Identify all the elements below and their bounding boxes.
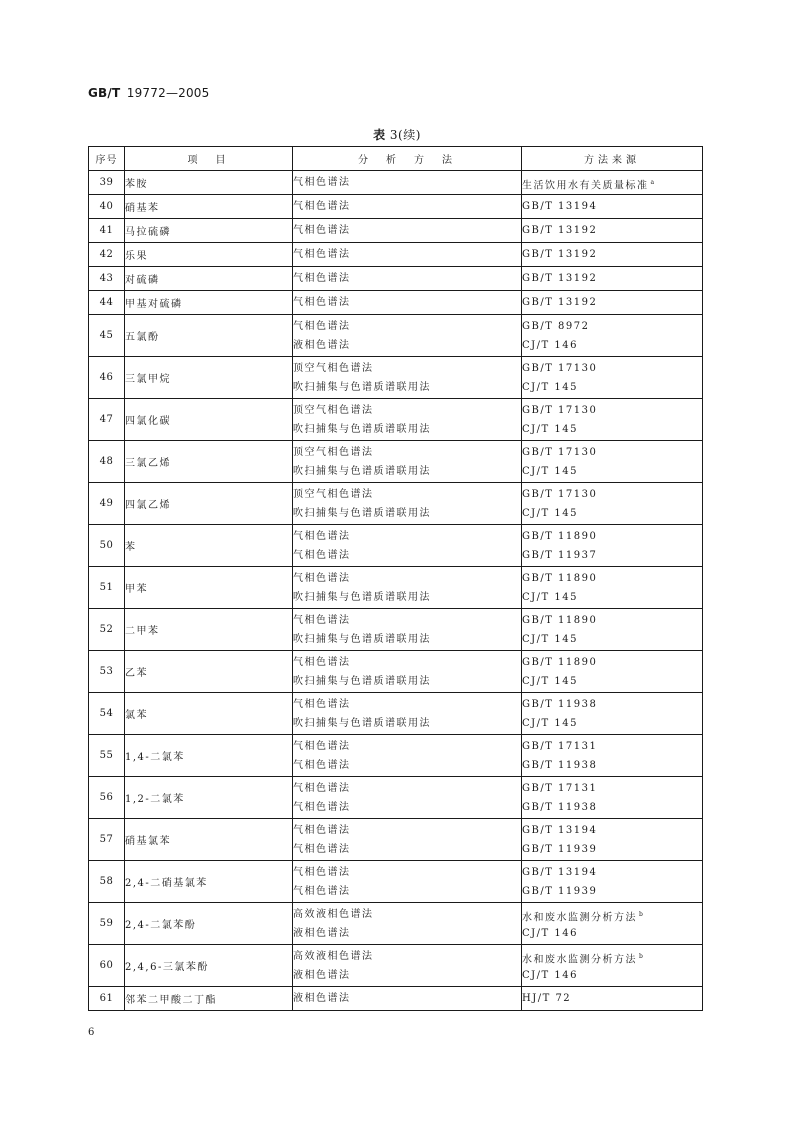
table-row [89, 777, 703, 819]
row-item: 乙苯 [125, 651, 293, 693]
source-line [522, 653, 702, 672]
row-method [293, 195, 522, 219]
method-line: 液相色谱法 [293, 969, 351, 981]
row-number: 45 [89, 315, 125, 357]
method-line: 气相色谱法 [293, 177, 351, 188]
source-line [522, 293, 702, 312]
source-line [522, 527, 702, 546]
source-text: CJ/T 145 [522, 675, 578, 687]
method-line: 气相色谱法 [293, 782, 351, 794]
source-text: GB/T 11938 [522, 698, 598, 710]
method-line: 液相色谱法 [293, 993, 351, 1004]
method-line: 气相色谱法 [293, 843, 351, 855]
source-line [522, 863, 702, 882]
source-text: GB/T 13192 [522, 249, 598, 260]
table-row [89, 171, 703, 195]
method-line: 气相色谱法 [293, 740, 351, 752]
source-text: GB/T 11939 [522, 885, 598, 897]
row-number: 50 [89, 525, 125, 567]
row-source [522, 819, 703, 861]
method-line: 气相色谱法 [293, 249, 351, 260]
source-line [522, 588, 702, 607]
method-line: 高效液相色谱法 [293, 908, 374, 920]
method-line: 高效液相色谱法 [293, 950, 374, 962]
method-line: 顶空气相色谱法 [293, 362, 374, 374]
method-line: 气相色谱法 [293, 614, 351, 626]
source-text: GB/T 8972 [522, 320, 590, 332]
row-source [522, 171, 703, 195]
source-line [522, 485, 702, 504]
method-line: 吹扫捕集与色谱质谱联用法 [293, 381, 431, 393]
source-line [522, 221, 702, 240]
source-line [522, 443, 702, 462]
standard-code: 19772—2005 [126, 86, 210, 100]
table-row [89, 945, 703, 987]
row-item: 二甲苯 [125, 609, 293, 651]
source-text: 生活饮用水有关质量标准 [522, 180, 649, 192]
source-text: GB/T 17130 [522, 446, 598, 458]
source-line [522, 966, 702, 985]
row-number: 55 [89, 735, 125, 777]
row-method [293, 945, 522, 987]
source-text: CJ/T 145 [522, 423, 578, 435]
source-text: GB/T 13192 [522, 297, 598, 308]
row-method [293, 903, 522, 945]
source-line [522, 611, 702, 630]
row-method [293, 609, 522, 651]
source-text: GB/T 17130 [522, 362, 598, 374]
row-method [293, 819, 522, 861]
source-text: CJ/T 146 [522, 927, 578, 939]
source-line [522, 882, 702, 901]
source-text: CJ/T 145 [522, 381, 578, 393]
table-row [89, 267, 703, 291]
row-method [293, 267, 522, 291]
row-number: 41 [89, 219, 125, 243]
caption-label: 表 [373, 128, 386, 142]
row-item: 硝基氯苯 [125, 819, 293, 861]
row-source [522, 861, 703, 903]
table-row [89, 735, 703, 777]
row-item: 对硫磷 [125, 267, 293, 291]
source-text: CJ/T 145 [522, 717, 578, 729]
row-number: 43 [89, 267, 125, 291]
row-method [293, 987, 522, 1011]
source-text: GB/T 17130 [522, 488, 598, 500]
row-source [522, 567, 703, 609]
method-line: 吹扫捕集与色谱质谱联用法 [293, 675, 431, 687]
row-item: 四氯乙烯 [125, 483, 293, 525]
source-text: GB/T 11937 [522, 549, 598, 561]
source-line [522, 462, 702, 481]
row-number: 44 [89, 291, 125, 315]
source-text: GB/T 11890 [522, 614, 598, 626]
document-header [88, 86, 209, 100]
source-line [522, 947, 702, 966]
source-line [522, 695, 702, 714]
method-line: 气相色谱法 [293, 201, 351, 212]
source-line [522, 924, 702, 943]
source-line [522, 798, 702, 817]
source-text: 水和废水监测分析方法 [522, 911, 637, 923]
table-row [89, 903, 703, 945]
row-method [293, 399, 522, 441]
source-text: HJ/T 72 [522, 993, 572, 1004]
source-line [522, 546, 702, 565]
table-row [89, 357, 703, 399]
row-method [293, 651, 522, 693]
source-text: CJ/T 145 [522, 507, 578, 519]
row-number: 46 [89, 357, 125, 399]
source-text: GB/T 11938 [522, 759, 598, 771]
row-source [522, 651, 703, 693]
source-text: CJ/T 146 [522, 339, 578, 351]
table-caption [0, 126, 794, 143]
row-number: 54 [89, 693, 125, 735]
row-method [293, 171, 522, 195]
row-source [522, 609, 703, 651]
row-method [293, 693, 522, 735]
table-row [89, 195, 703, 219]
row-item: 乐果 [125, 243, 293, 267]
row-source [522, 693, 703, 735]
row-source [522, 267, 703, 291]
row-item: 苯胺 [125, 171, 293, 195]
row-source [522, 987, 703, 1011]
column-header-method: 分 析 方 法 [293, 147, 522, 171]
source-line [522, 197, 702, 216]
row-number: 42 [89, 243, 125, 267]
methods-table [88, 146, 703, 1011]
source-line [522, 401, 702, 420]
table-body [89, 171, 703, 1011]
source-text: GB/T 17130 [522, 404, 598, 416]
table-row [89, 525, 703, 567]
table-row [89, 567, 703, 609]
method-line: 气相色谱法 [293, 885, 351, 897]
row-number: 48 [89, 441, 125, 483]
table-row [89, 651, 703, 693]
row-method [293, 291, 522, 315]
row-number: 60 [89, 945, 125, 987]
source-line [522, 714, 702, 733]
source-line [522, 420, 702, 439]
row-source [522, 357, 703, 399]
source-line [522, 336, 702, 355]
table-header-row [89, 147, 703, 171]
source-line [522, 245, 702, 264]
source-line [522, 905, 702, 924]
source-line [522, 173, 702, 192]
row-number: 52 [89, 609, 125, 651]
table-row [89, 483, 703, 525]
source-line [522, 630, 702, 649]
row-item: 马拉硫磷 [125, 219, 293, 243]
source-line [522, 672, 702, 691]
method-line: 顶空气相色谱法 [293, 404, 374, 416]
row-source [522, 399, 703, 441]
row-number: 39 [89, 171, 125, 195]
row-item: 2,4-二硝基氯苯 [125, 861, 293, 903]
row-number: 40 [89, 195, 125, 219]
source-text: GB/T 17131 [522, 782, 598, 794]
row-source [522, 945, 703, 987]
method-line: 液相色谱法 [293, 339, 351, 351]
source-line [522, 737, 702, 756]
caption-text: 3(续) [385, 128, 421, 142]
method-line: 气相色谱法 [293, 320, 351, 332]
method-line: 气相色谱法 [293, 656, 351, 668]
source-text: GB/T 13194 [522, 201, 598, 212]
row-source [522, 243, 703, 267]
source-text: GB/T 13194 [522, 866, 598, 878]
row-item: 甲基对硫磷 [125, 291, 293, 315]
method-line: 吹扫捕集与色谱质谱联用法 [293, 465, 431, 477]
method-line: 气相色谱法 [293, 801, 351, 813]
method-line: 吹扫捕集与色谱质谱联用法 [293, 423, 431, 435]
row-item: 2,4-二氯苯酚 [125, 903, 293, 945]
row-source [522, 735, 703, 777]
source-text: GB/T 11890 [522, 530, 598, 542]
row-item: 三氯甲烷 [125, 357, 293, 399]
row-method [293, 735, 522, 777]
row-number: 61 [89, 987, 125, 1011]
source-text: GB/T 13192 [522, 273, 598, 284]
row-item: 硝基苯 [125, 195, 293, 219]
source-line [522, 378, 702, 397]
source-line [522, 317, 702, 336]
row-source [522, 291, 703, 315]
row-item: 五氯酚 [125, 315, 293, 357]
source-line [522, 779, 702, 798]
source-line [522, 989, 702, 1008]
source-text: 水和废水监测分析方法 [522, 953, 637, 965]
row-item: 氯苯 [125, 693, 293, 735]
source-line [522, 269, 702, 288]
row-number: 51 [89, 567, 125, 609]
row-number: 57 [89, 819, 125, 861]
row-number: 49 [89, 483, 125, 525]
table-row [89, 399, 703, 441]
row-number: 59 [89, 903, 125, 945]
row-source [522, 219, 703, 243]
row-method [293, 483, 522, 525]
source-line [522, 359, 702, 378]
row-item: 1,4-二氯苯 [125, 735, 293, 777]
source-line [522, 756, 702, 775]
method-line: 吹扫捕集与色谱质谱联用法 [293, 507, 431, 519]
row-source [522, 903, 703, 945]
footnote-marker: b [639, 910, 643, 918]
row-source [522, 441, 703, 483]
table-row [89, 861, 703, 903]
row-method [293, 219, 522, 243]
row-source [522, 315, 703, 357]
source-text: GB/T 17131 [522, 740, 598, 752]
method-line: 顶空气相色谱法 [293, 446, 374, 458]
row-source [522, 525, 703, 567]
source-text: CJ/T 145 [522, 633, 578, 645]
row-number: 56 [89, 777, 125, 819]
row-method [293, 525, 522, 567]
column-header-number: 序号 [89, 147, 125, 171]
row-method [293, 315, 522, 357]
footnote-marker: a [650, 179, 655, 186]
method-line: 气相色谱法 [293, 824, 351, 836]
method-line: 液相色谱法 [293, 927, 351, 939]
column-header-source: 方法来源 [522, 147, 703, 171]
row-number: 53 [89, 651, 125, 693]
table-row [89, 291, 703, 315]
row-number: 47 [89, 399, 125, 441]
method-line: 顶空气相色谱法 [293, 488, 374, 500]
method-line: 吹扫捕集与色谱质谱联用法 [293, 633, 431, 645]
row-method [293, 777, 522, 819]
source-text: CJ/T 145 [522, 465, 578, 477]
source-text: GB/T 13192 [522, 225, 598, 236]
row-item: 四氯化碳 [125, 399, 293, 441]
row-item: 三氯乙烯 [125, 441, 293, 483]
method-line: 气相色谱法 [293, 698, 351, 710]
method-line: 气相色谱法 [293, 759, 351, 771]
table-row [89, 219, 703, 243]
method-line: 气相色谱法 [293, 572, 351, 584]
row-method [293, 567, 522, 609]
method-line: 气相色谱法 [293, 549, 351, 561]
column-header-item: 项 目 [125, 147, 293, 171]
table-row [89, 987, 703, 1011]
method-line: 气相色谱法 [293, 866, 351, 878]
row-item: 邻苯二甲酸二丁酯 [125, 987, 293, 1011]
row-item: 苯 [125, 525, 293, 567]
source-line [522, 821, 702, 840]
row-method [293, 357, 522, 399]
source-text: GB/T 11890 [522, 656, 598, 668]
row-method [293, 441, 522, 483]
row-item: 甲苯 [125, 567, 293, 609]
standard-prefix: GB/T [88, 86, 121, 100]
footnote-marker: b [639, 952, 643, 960]
row-item: 1,2-二氯苯 [125, 777, 293, 819]
source-text: GB/T 13194 [522, 824, 598, 836]
row-source [522, 483, 703, 525]
source-text: GB/T 11939 [522, 843, 598, 855]
row-source [522, 195, 703, 219]
source-line [522, 504, 702, 523]
table-row [89, 441, 703, 483]
table-row [89, 315, 703, 357]
table-row [89, 819, 703, 861]
method-line: 气相色谱法 [293, 530, 351, 542]
row-number: 58 [89, 861, 125, 903]
source-text: CJ/T 146 [522, 969, 578, 981]
method-line: 气相色谱法 [293, 225, 351, 236]
source-text: GB/T 11890 [522, 572, 598, 584]
row-source [522, 777, 703, 819]
method-line: 吹扫捕集与色谱质谱联用法 [293, 591, 431, 603]
source-text: GB/T 11938 [522, 801, 598, 813]
row-method [293, 243, 522, 267]
source-line [522, 840, 702, 859]
row-item: 2,4,6-三氯苯酚 [125, 945, 293, 987]
source-line [522, 569, 702, 588]
method-line: 气相色谱法 [293, 273, 351, 284]
method-line: 气相色谱法 [293, 297, 351, 308]
page-number: 6 [88, 1027, 95, 1038]
table-row [89, 693, 703, 735]
table-row [89, 243, 703, 267]
row-method [293, 861, 522, 903]
method-line: 吹扫捕集与色谱质谱联用法 [293, 717, 431, 729]
source-text: CJ/T 145 [522, 591, 578, 603]
table-row [89, 609, 703, 651]
